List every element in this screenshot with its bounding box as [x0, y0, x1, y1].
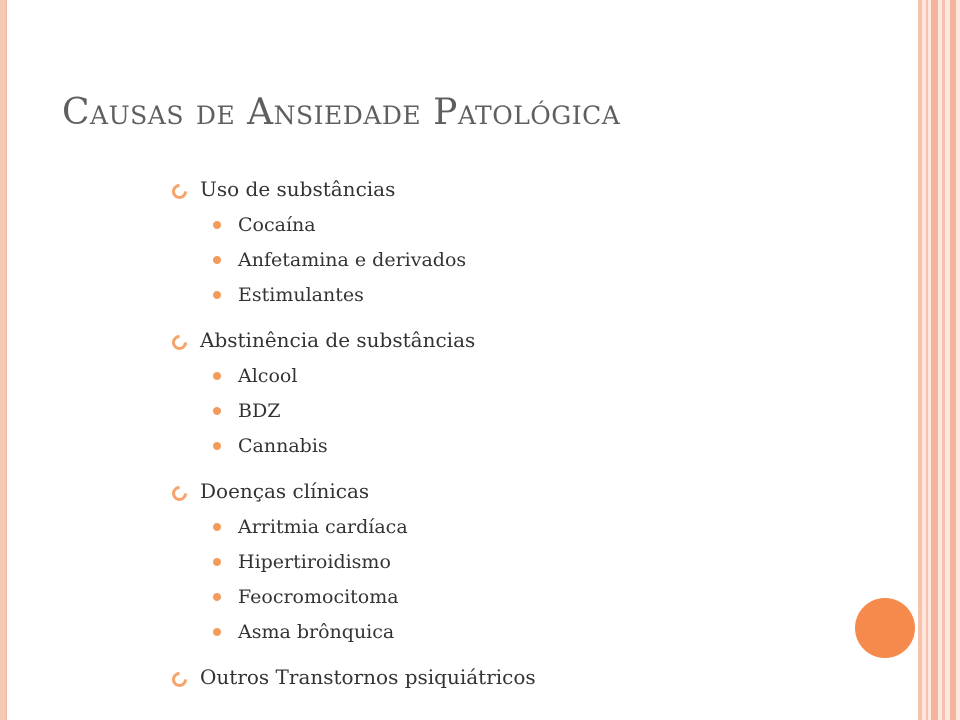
list-item [172, 174, 892, 315]
sub-bullet-label: Anfetamina e derivados [238, 249, 467, 271]
orange-dot-bullet-icon [213, 291, 221, 299]
bullet-label: Abstinência de substâncias [200, 328, 476, 352]
orange-dot-bullet-icon [213, 628, 221, 636]
orange-dot-bullet-icon [213, 256, 221, 264]
sub-bullet-label: Hipertiroidismo [238, 551, 391, 573]
bullet-label: Doenças clínicas [200, 479, 370, 503]
sub-list-item [212, 280, 892, 315]
sub-bullet-label: BDZ [238, 400, 281, 422]
border-stripe [950, 0, 956, 720]
list-item [172, 662, 892, 692]
sub-bullet-label: Asma brônquica [238, 621, 395, 643]
orange-dot-bullet-icon [213, 442, 221, 450]
sub-bullet-list [200, 512, 892, 652]
orange-hook-bullet-icon [169, 483, 190, 504]
slide-title: Causas de Ansiedade Patológica [62, 92, 621, 133]
sub-list-item [212, 431, 892, 466]
bullet-label: Uso de substâncias [200, 177, 396, 201]
list-item [172, 325, 892, 466]
sub-list-item [212, 512, 892, 547]
orange-dot-bullet-icon [213, 407, 221, 415]
sub-bullet-label: Estimulantes [238, 284, 364, 306]
sub-list-item [212, 396, 892, 431]
sub-list-item [212, 210, 892, 245]
orange-hook-bullet-icon [169, 332, 190, 353]
sub-bullet-label: Cannabis [238, 435, 328, 457]
border-stripe [918, 0, 922, 720]
sub-bullet-list [200, 210, 892, 315]
orange-dot-bullet-icon [213, 221, 221, 229]
slide-left-border [0, 0, 7, 720]
border-stripe [942, 0, 945, 720]
sub-list-item [212, 582, 892, 617]
sub-list-item [212, 245, 892, 280]
sub-bullet-label: Arritmia cardíaca [238, 516, 408, 538]
sub-bullet-list [200, 361, 892, 466]
sub-bullet-label: Cocaína [238, 214, 316, 236]
orange-dot-bullet-icon [213, 372, 221, 380]
sub-bullet-label: Feocromocitoma [238, 586, 399, 608]
bullet-list [172, 174, 892, 702]
border-stripe [931, 0, 938, 720]
orange-hook-bullet-icon [169, 181, 190, 202]
sub-list-item [212, 617, 892, 652]
sub-list-item [212, 361, 892, 396]
bullet-label: Outros Transtornos psiquiátricos [200, 665, 536, 689]
sub-list-item [212, 547, 892, 582]
orange-dot-bullet-icon [213, 523, 221, 531]
orange-dot-bullet-icon [213, 593, 221, 601]
orange-hook-bullet-icon [169, 669, 190, 690]
sub-bullet-label: Alcool [238, 365, 298, 387]
border-stripe [926, 0, 928, 720]
orange-dot-bullet-icon [213, 558, 221, 566]
list-item [172, 476, 892, 652]
